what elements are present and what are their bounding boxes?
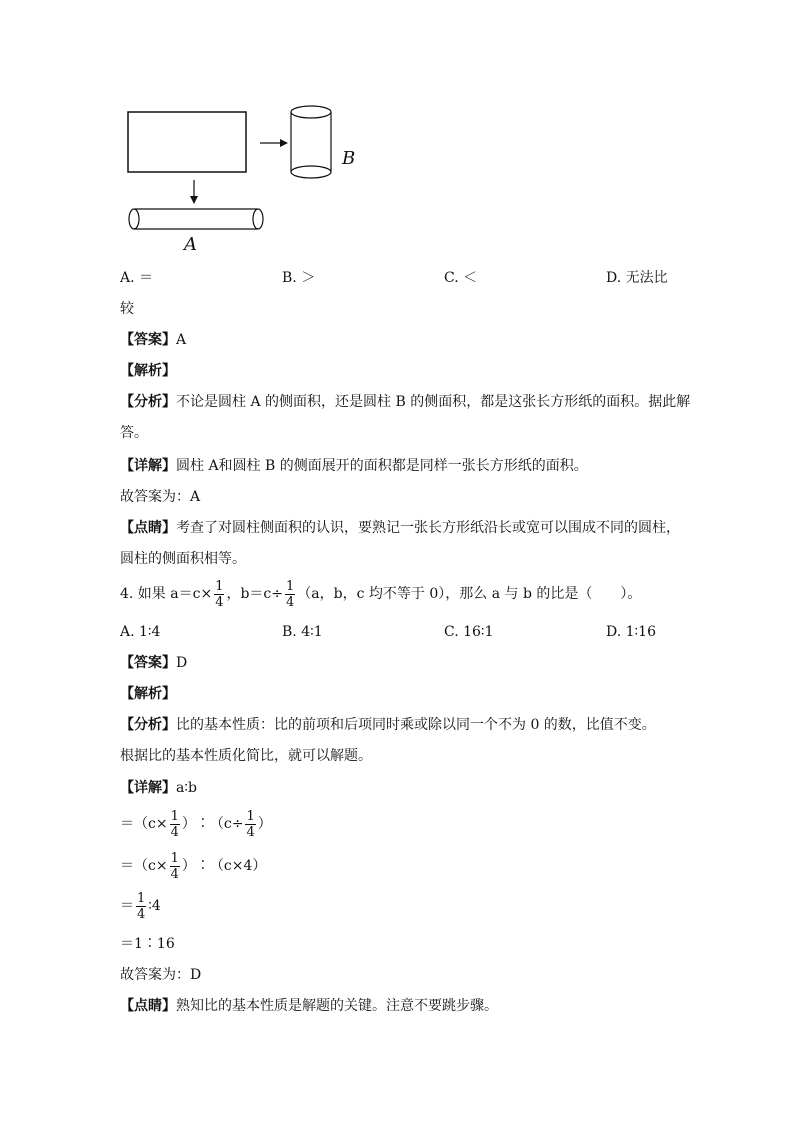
- q3-option-d-cont: 较: [120, 301, 134, 317]
- q3-option-d: D. 无法比: [606, 270, 668, 286]
- q4-option-b: B. 4∶1: [282, 624, 323, 640]
- q4-step-3: ＝ $\frac{1}{4}$ ∶4: [120, 890, 161, 922]
- q4-option-a: A. 1∶4: [120, 624, 161, 640]
- q4-fenxi: 【分析】比的基本性质：比的前项和后项同时乘或除以同一个不为 0 的数，比值不变。: [120, 717, 656, 733]
- q4-answer: 【答案】D: [120, 655, 188, 671]
- fraction: $\frac{1}{4}$: [286, 578, 295, 610]
- q3-option-a: A. ＝: [120, 270, 154, 286]
- q3-option-b: B. ＞: [282, 270, 316, 286]
- q4-jiexi: 【解析】: [120, 686, 176, 702]
- q4-step-2: ＝（c× $\frac{1}{4}$ ）∶（c×4）: [120, 850, 267, 882]
- q3-answer: 【答案】A: [120, 332, 187, 348]
- fraction: $\frac{1}{4}$: [215, 578, 224, 610]
- q4-step-4: ＝1∶16: [120, 936, 175, 952]
- q3-jiexi: 【解析】: [120, 363, 176, 379]
- cylinder-figure: [118, 100, 378, 260]
- q3-dianjing: 【点睛】考查了对圆柱侧面积的认识，要熟记一张长方形纸沿长或宽可以围成不同的圆柱，: [120, 520, 680, 536]
- q3-final-answer: 故答案为：A: [120, 489, 201, 505]
- q4-option-d: D. 1∶16: [606, 624, 656, 640]
- q4-final-answer: 故答案为：D: [120, 967, 202, 983]
- fraction: $\frac{1}{4}$: [170, 850, 179, 882]
- fraction: $\frac{1}{4}$: [246, 808, 255, 840]
- q3-fenxi-cont: 答。: [120, 425, 148, 441]
- fraction: $\frac{1}{4}$: [137, 890, 146, 922]
- label-b: B: [342, 148, 356, 169]
- fraction: $\frac{1}{4}$: [170, 808, 179, 840]
- q4-dianjing: 【点睛】熟知比的基本性质是解题的关键。注意不要跳步骤。: [120, 998, 498, 1014]
- q4-step-1: ＝（c× $\frac{1}{4}$ ）∶（c÷ $\frac{1}{4}$ ）: [120, 808, 272, 840]
- q4-stem: 4. 如果 a＝c× $\frac{1}{4}$ ，b＝c÷ $\frac{1}{4}$ （a，b，c 均不等于 0），那么 a 与 b 的比是（ ）。: [120, 578, 642, 610]
- q4-option-c: C. 16∶1: [444, 624, 494, 640]
- q3-fenxi: 【分析】不论是圆柱 A 的侧面积，还是圆柱 B 的侧面积，都是这张长方形纸的面积。据此解: [120, 394, 691, 410]
- q4-xiangjie: 【详解】a∶b: [120, 780, 197, 796]
- q4-fenxi-cont: 根据比的基本性质化简比，就可以解题。: [120, 748, 372, 764]
- q3-xiangjie: 【详解】圆柱 A和圆柱 B 的侧面展开的面积都是同样一张长方形纸的面积。: [120, 458, 588, 474]
- label-a: A: [184, 234, 197, 255]
- q3-dianjing-cont: 圆柱的侧面积相等。: [120, 551, 246, 567]
- q3-option-c: C. ＜: [444, 270, 478, 286]
